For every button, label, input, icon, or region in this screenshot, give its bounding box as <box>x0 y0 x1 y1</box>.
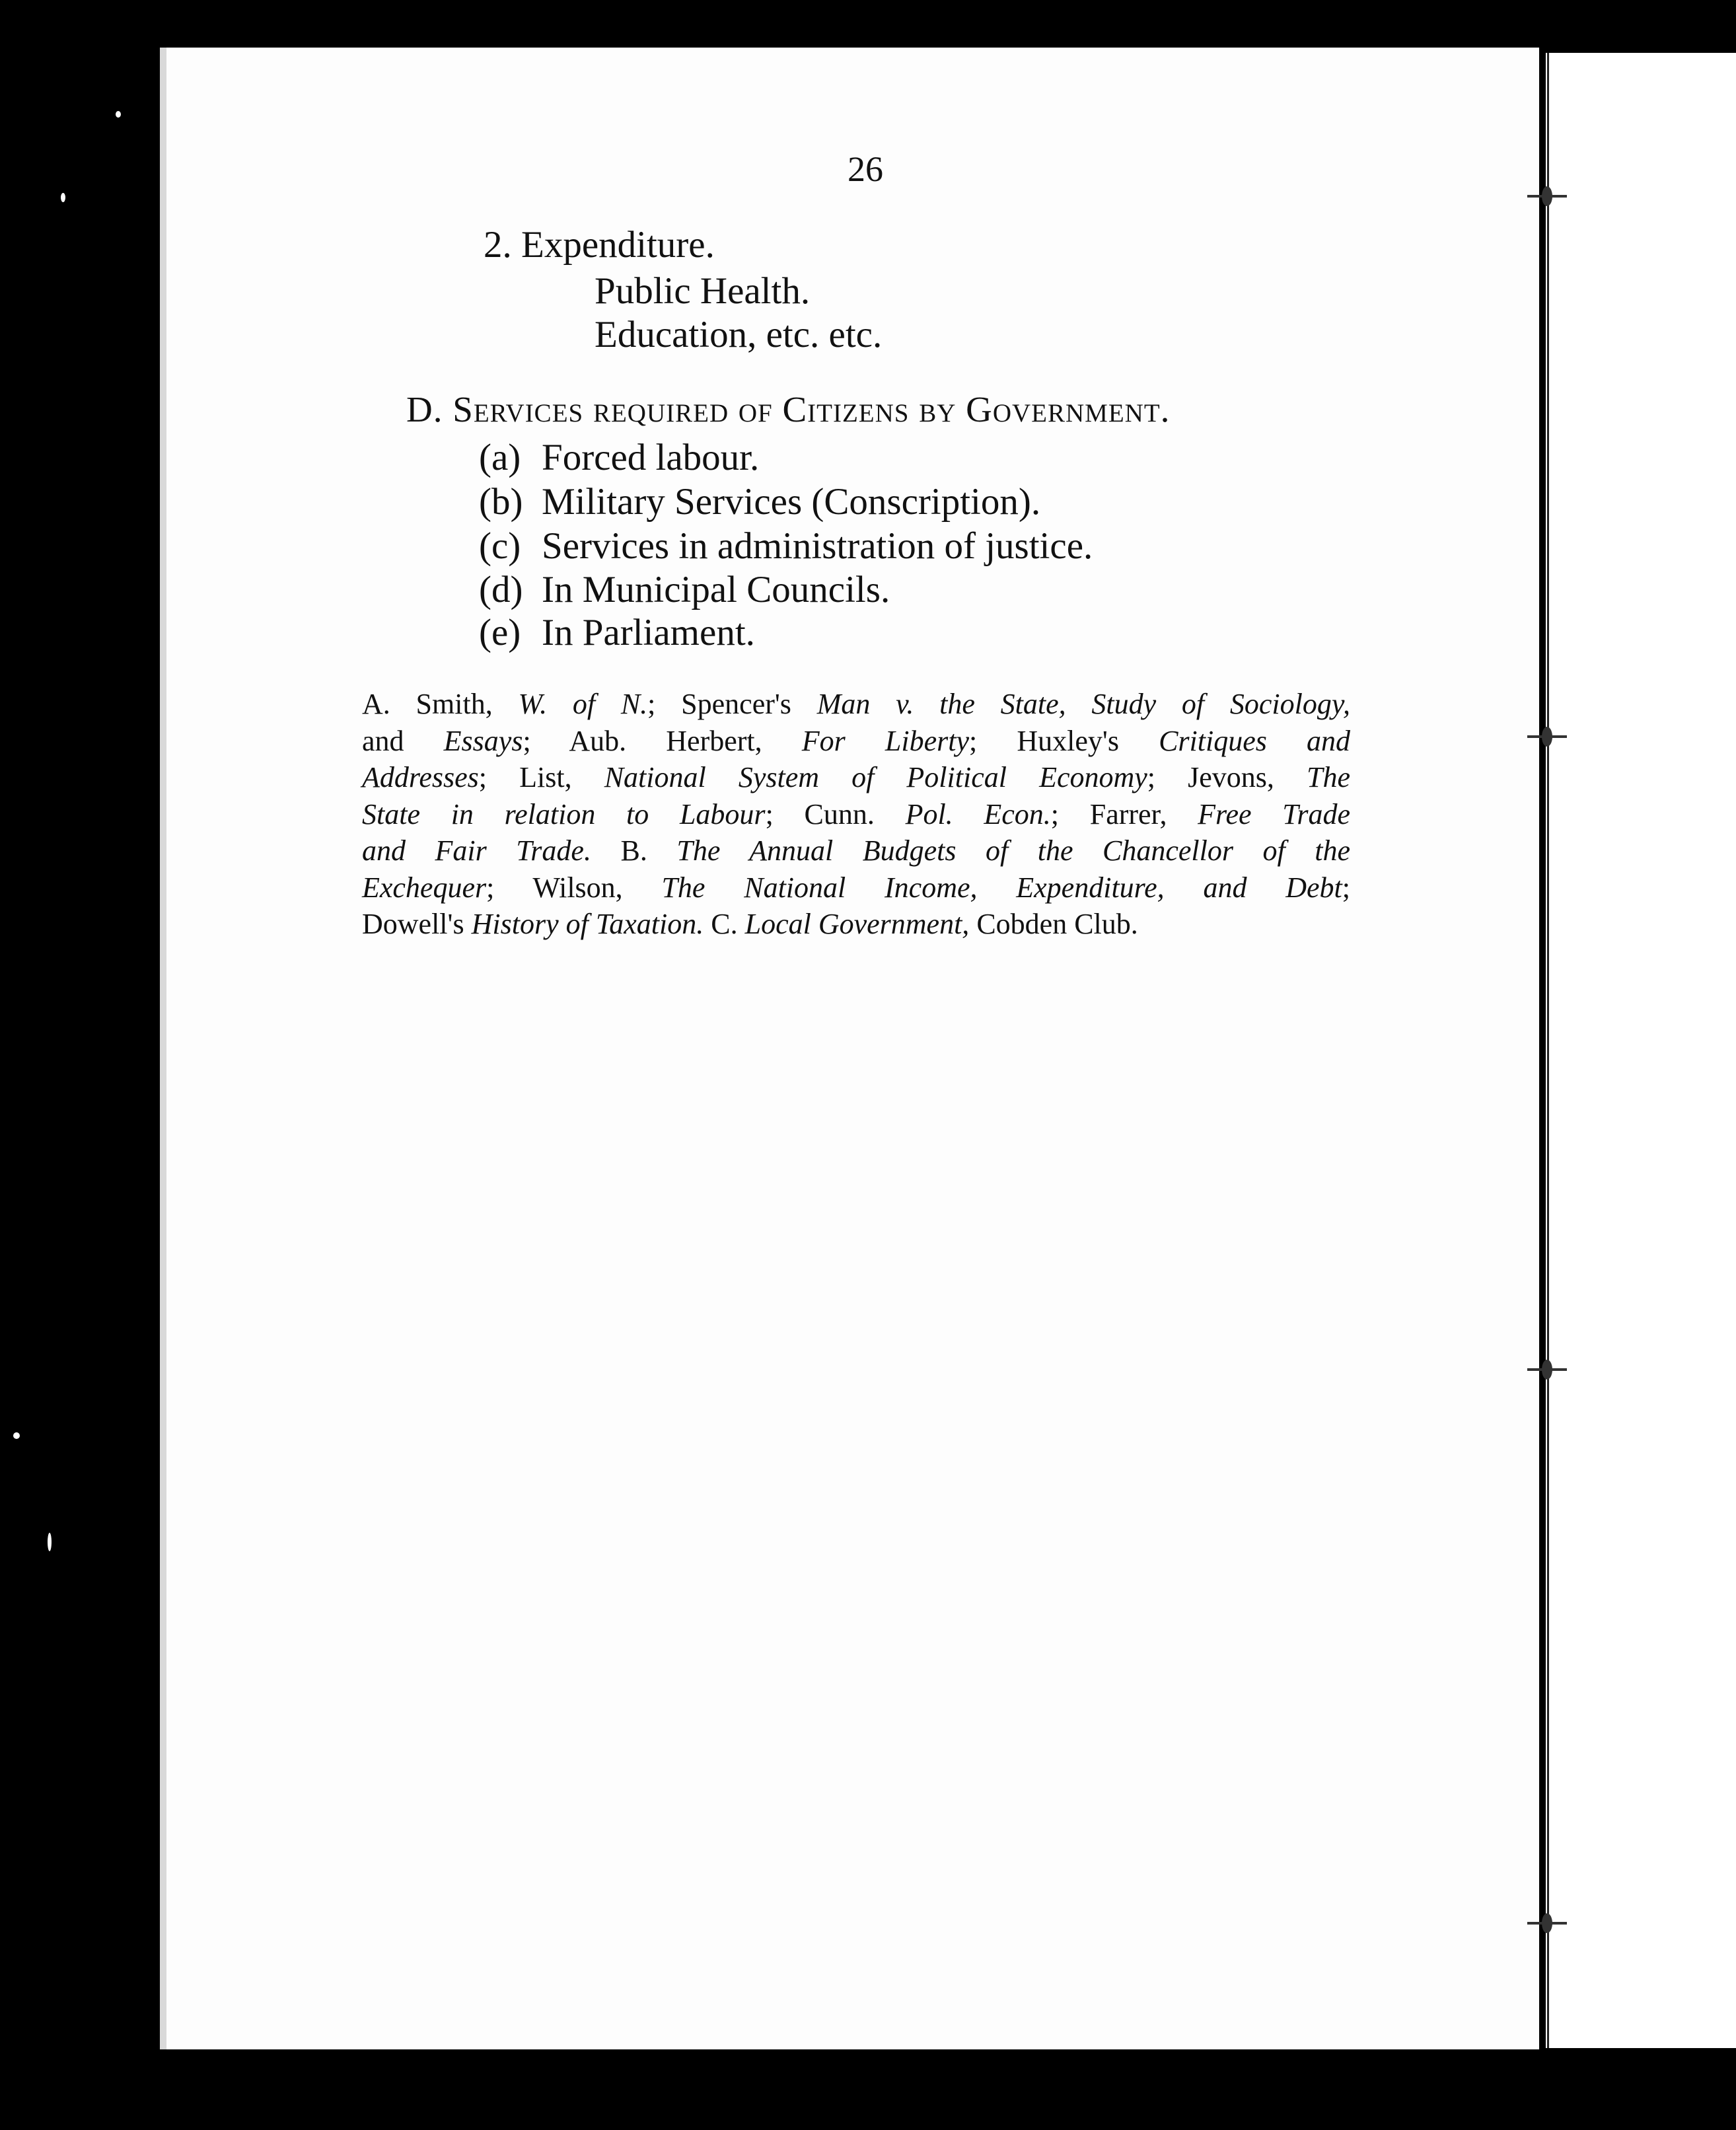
reference-line <box>362 906 1350 943</box>
reference-text: C. <box>711 908 738 940</box>
reference-text: ; Spencer's <box>647 688 817 720</box>
reference-title: Free Trade <box>1198 797 1350 830</box>
page-number: 26 <box>848 149 883 189</box>
list-marker: (a) <box>479 437 521 478</box>
reference-title: and Fair Trade. <box>362 834 591 867</box>
section-d-heading <box>406 388 1170 430</box>
list-item <box>479 611 755 654</box>
reference-text: A. <box>362 688 390 720</box>
binding-stitch <box>1527 1919 1567 1928</box>
reference-text: ; <box>1342 871 1350 904</box>
list-text: Military Services (Conscription). <box>542 481 1041 523</box>
reference-text: and <box>362 724 444 757</box>
expenditure-item: Public Health. <box>595 270 811 312</box>
list-text: In Municipal Councils. <box>542 569 890 610</box>
binding-stitch <box>1527 192 1567 201</box>
reference-text: Dowell's <box>362 908 472 940</box>
reference-text: ; Jevons, <box>1147 761 1307 793</box>
reference-text: ; Farrer, <box>1050 797 1198 830</box>
reference-title: The National Income, Expenditure, and Debt <box>661 871 1342 904</box>
reference-text: ; Cunn. <box>765 797 906 830</box>
list-item <box>479 525 1093 568</box>
reference-title: Local Government, <box>744 908 970 940</box>
list-marker: (c) <box>479 525 521 567</box>
binding-line <box>1547 53 1549 2048</box>
section-d-title: Services required of Citizens by Government. <box>452 389 1171 429</box>
reference-text: Smith, <box>390 688 519 720</box>
reference-title: Exchequer <box>362 871 487 904</box>
reference-line <box>362 723 1350 760</box>
facing-page-edge <box>1546 53 1736 2048</box>
reference-title: For Liberty <box>801 724 970 757</box>
reference-title: Essays <box>443 724 523 757</box>
reference-title: National System of Political Economy <box>604 761 1147 793</box>
scan-speck <box>61 193 65 202</box>
list-item <box>479 568 890 611</box>
reference-text: ; Aub. Herbert, <box>523 724 802 757</box>
scan-speck <box>48 1533 52 1551</box>
reference-title: W. of N. <box>518 688 648 720</box>
list-item <box>479 480 1040 523</box>
list-marker: (b) <box>479 481 523 523</box>
reference-title: State in relation to Labour <box>362 797 766 830</box>
reference-text <box>704 908 711 940</box>
reference-title: Critiques and <box>1159 724 1351 757</box>
scan-speck <box>116 111 121 118</box>
list-item <box>479 436 759 479</box>
reference-line <box>362 869 1350 906</box>
list-marker: (d) <box>479 569 523 610</box>
reference-line <box>362 796 1350 833</box>
list-text: Services in administration of justice. <box>542 525 1093 567</box>
expenditure-item: Education, etc. etc. <box>595 314 883 355</box>
binding-stitch <box>1527 1365 1567 1374</box>
reference-text: ; Wilson, <box>486 871 662 904</box>
reference-text: ; List, <box>478 761 604 793</box>
reference-title: Man v. the State, Study of Sociology, <box>816 688 1350 720</box>
reference-text <box>738 908 745 940</box>
reference-title: History of Taxation. <box>471 908 704 940</box>
list-marker: (e) <box>479 612 521 653</box>
binding-stitch <box>1527 732 1567 741</box>
reference-line <box>362 686 1350 723</box>
list-text: In Parliament. <box>542 612 755 653</box>
reference-text <box>647 834 677 867</box>
reference-title: Pol. Econ. <box>905 797 1051 830</box>
reference-title: The Annual Budgets of the Chancellor of the <box>676 834 1351 867</box>
reference-text: B. <box>620 834 647 867</box>
reference-text <box>591 834 621 867</box>
reference-text: Cobden Club. <box>969 908 1138 940</box>
reference-title: The <box>1307 761 1350 793</box>
reference-text: ; Huxley's <box>969 724 1159 757</box>
scan-speck <box>13 1432 20 1439</box>
references-paragraph <box>362 686 1350 943</box>
section-d-letter: D. <box>406 389 443 429</box>
list-text: Forced labour. <box>542 437 760 478</box>
reference-title: Addresses <box>362 761 479 793</box>
reference-line <box>362 759 1350 796</box>
expenditure-title: 2. Expenditure. <box>484 224 715 266</box>
reference-line <box>362 832 1350 869</box>
